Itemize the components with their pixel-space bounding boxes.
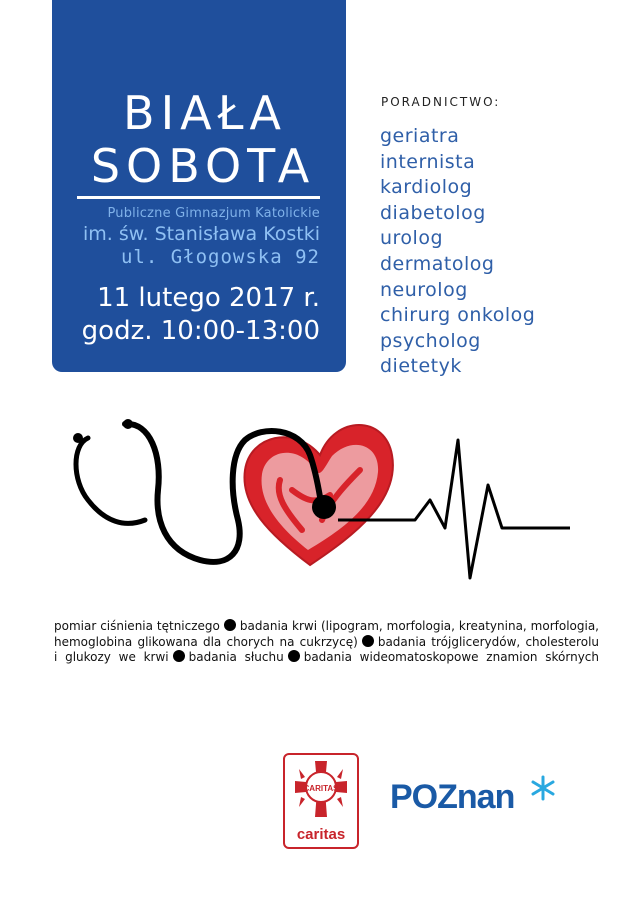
services-paragraph <box>54 619 599 666</box>
bullet-icon <box>224 619 236 631</box>
caritas-label: caritas <box>296 826 346 843</box>
poznan-logo: POZnan <box>390 778 515 816</box>
bullet-icon <box>288 650 300 662</box>
specialties-list <box>380 124 535 380</box>
specialty-item: geriatra <box>380 125 460 147</box>
venue-school-name: Publiczne Gimnazjum Katolickie <box>107 206 320 221</box>
specialty-item: diabetolog <box>380 201 486 224</box>
event-header-panel <box>52 0 346 372</box>
service-item: hemoglobina glikowana dla chorych na cukrzycę) <box>54 634 358 649</box>
specialty-item: neurolog <box>380 278 468 301</box>
event-title-line1: BIAŁA <box>123 86 287 140</box>
title-divider <box>77 196 320 199</box>
service-item: badania wideomatoskopowe znamion skórnych <box>303 650 600 664</box>
services-row <box>54 635 599 651</box>
specialty-item: kardiolog <box>380 176 473 199</box>
bullet-icon <box>173 650 185 662</box>
venue-address: ul. Głogowska 92 <box>120 246 320 268</box>
specialty-item: urolog <box>380 227 444 250</box>
service-item: badania krwi (lipogram, morfologia, kreatynina, morfologia, <box>239 619 599 633</box>
poznan-star-icon <box>530 775 556 801</box>
services-row <box>54 650 599 666</box>
bullet-icon <box>362 635 374 647</box>
specialty-item: internista <box>380 150 476 173</box>
venue-patron: im. św. Stanisława Kostki <box>82 223 320 245</box>
specialty-item: chirurg onkolog <box>380 304 536 327</box>
event-date: 11 lutego 2017 r. <box>97 283 320 313</box>
stethoscope-heart-illustration <box>70 410 570 585</box>
consultations-heading: PORADNICTWO: <box>381 95 501 109</box>
stethoscope-chestpiece <box>312 495 336 519</box>
services-row <box>54 619 599 635</box>
caritas-logo <box>283 753 359 849</box>
service-item: badania trójglicerydów, cholesterolu <box>377 634 600 649</box>
service-item: pomiar ciśnienia tętniczego <box>54 619 220 633</box>
service-item: i glukozy we krwi <box>54 650 169 664</box>
specialty-item: dietetyk <box>380 355 462 378</box>
event-hours: godz. 10:00-13:00 <box>81 316 320 346</box>
caritas-ring-text: CARITAS <box>303 784 339 793</box>
caritas-cross-icon <box>285 757 357 829</box>
specialty-item: dermatolog <box>380 252 495 275</box>
event-title-line2: SOBOTA <box>90 139 316 193</box>
specialty-item: psycholog <box>380 329 481 352</box>
service-item: badania słuchu <box>188 650 284 664</box>
